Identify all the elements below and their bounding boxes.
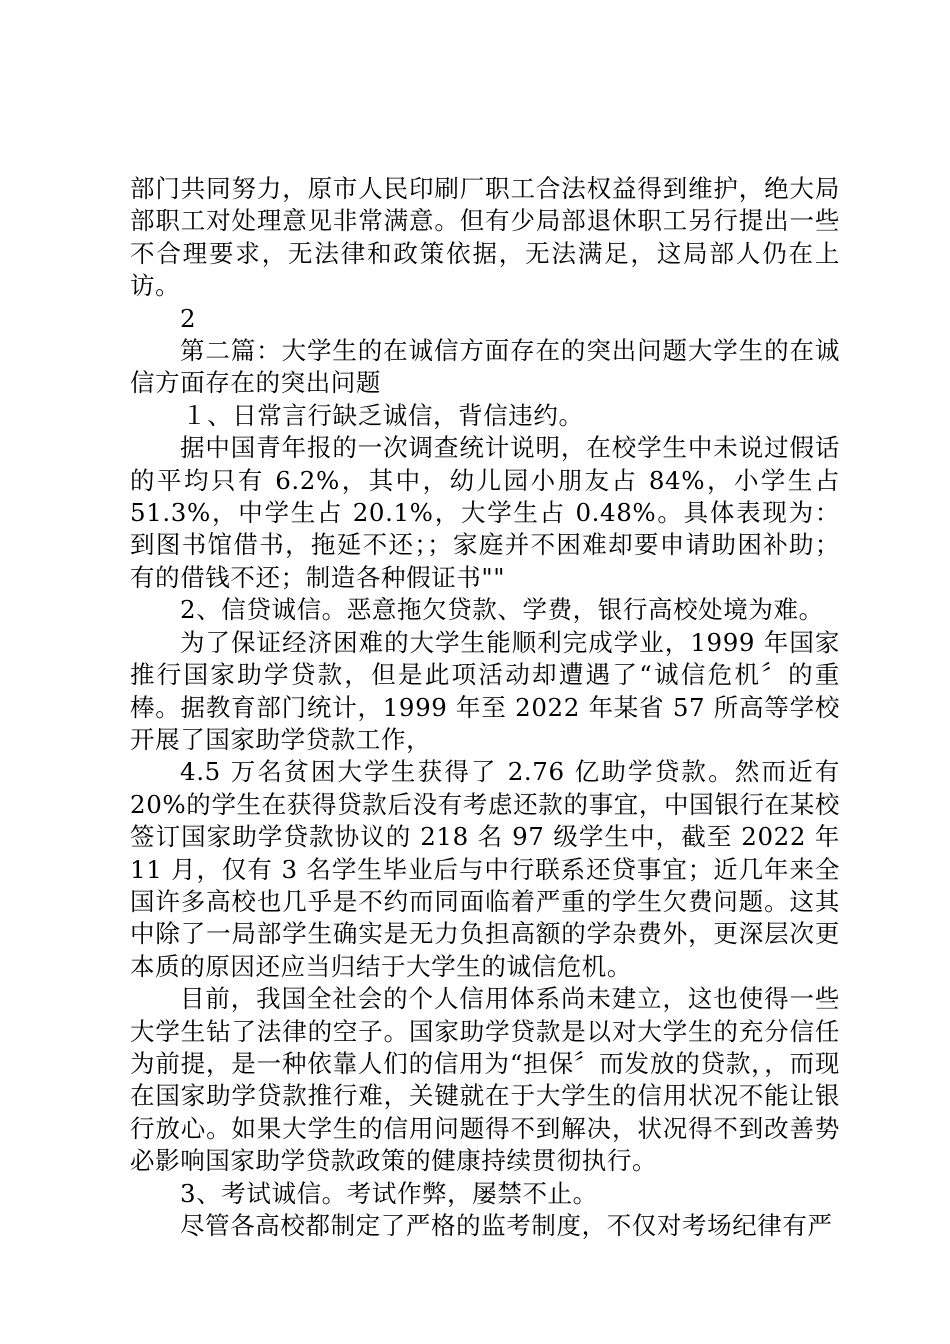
subheading-1: １、日常言行缺乏诚信，背信违约。 [182, 400, 584, 430]
subheading-3: 3、考试诚信。考试作弊，屡禁不止。 [180, 1178, 598, 1208]
paragraph-survey: 据中国青年报的一次调查统计说明，在校学生中未说过假话的平均只有 6.2%，其中，幼儿园小朋友占 84%，小学生占 51.3%，中学生占 20.1%，大学生占 0.48%。具体表现为：到图书馆借书，拖延不还；；家庭并不困难却要申请助困补助；有的借钱不还；制造各种假证书"" [130, 433, 840, 592]
paragraph-continuation: 部门共同努力，原市人民印刷厂职工合法权益得到维护，绝大局部职工对处理意见非常满意。但有少局部退休职工另行提出一些不合理要求，无法律和政策依据，无法满足，这局部人仍在上访。 [130, 174, 840, 301]
paragraph-loan-intro: 为了保证经济困难的大学生能顺利完成学业，1999 年国家推行国家助学贷款，但是此项活动却遭遇了“诚信危机〞的重棒。据教育部门统计，1999 年至 2022 年某省 57 所高等学校开展了国家助学贷款工作， [130, 627, 840, 754]
paragraph-exam: 尽管各高校都制定了严格的监考制度，不仅对考场纪律有严 [180, 1211, 833, 1240]
document-body [130, 173, 840, 1242]
paragraph-loan-stats: 4.5 万名贫困大学生获得了 2.76 亿助学贷款。然而近有 20%的学生在获得贷款后没有考虑还款的事宜，中国银行在某校签订国家助学贷款协议的 218 名 97 级学生中，截至 2022 年 11 月，仅有 3 名学生毕业后与中行联系还贷事宜；近几年来全国许多高校也几乎是不约而同面临着严重的学生欠费问题。这其中除了一局部学生确实是无力负担高额的学杂费外，更深层次更本质的原因还应当归结于大学生的诚信危机。 [130, 757, 840, 981]
page-number: 2 [180, 303, 197, 333]
subheading-2: 2、信贷诚信。恶意拖欠贷款、学费，银行高校处境为难。 [180, 595, 824, 625]
paragraph-credit-system: 目前，我国全社会的个人信用体系尚未建立，这也使得一些大学生钻了法律的空子。国家助学贷款是以对大学生的充分信任为前提，是一种依靠人们的信用为“担保〞而发放的贷款，，而现在国家助学贷款推行难，关键就在于大学生的信用状况不能让银行放心。如果大学生的信用问题得不到解决，状况得不到改善势必影响国家助学贷款政策的健康持续贯彻执行。 [130, 984, 840, 1176]
section-heading: 第二篇：大学生的在诚信方面存在的突出问题大学生的在诚信方面存在的突出问题 [130, 336, 840, 398]
